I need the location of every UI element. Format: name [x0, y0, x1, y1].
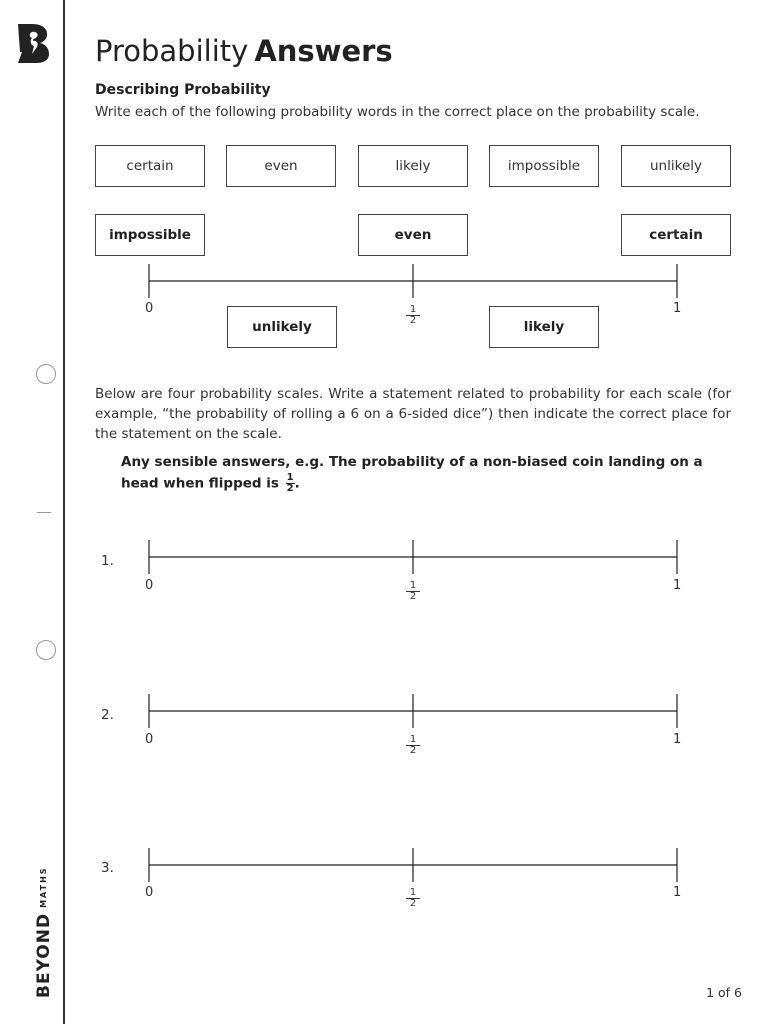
answer-box-certain: certain	[621, 214, 731, 256]
scale-main	[149, 264, 677, 298]
scale-number: 3.	[101, 860, 114, 876]
scale-label-half	[406, 305, 420, 326]
note-frac-num: 1	[286, 472, 294, 483]
word-box-even: even	[226, 145, 336, 187]
scale-label-zero: 0	[145, 301, 154, 316]
half-numerator: 1	[406, 581, 420, 592]
half-numerator: 1	[406, 735, 420, 746]
punch-hole-bottom	[36, 640, 56, 660]
answer-box-unlikely: unlikely	[227, 306, 337, 348]
scale-number: 2.	[101, 707, 114, 723]
scale-label-zero: 0	[145, 578, 154, 593]
punch-hole-top	[36, 364, 56, 384]
answer-box-likely: likely	[489, 306, 599, 348]
scale-label-half	[406, 735, 420, 756]
title-bold: Answers	[254, 34, 393, 68]
scale-label-one: 1	[673, 885, 682, 900]
brand-wordmark	[34, 866, 54, 998]
scale-3	[149, 848, 677, 882]
page-number: 1 of 6	[706, 985, 742, 1000]
scale-label-one: 1	[673, 732, 682, 747]
answer-box-even: even	[358, 214, 468, 256]
scale-label-zero: 0	[145, 732, 154, 747]
half-denominator: 2	[409, 898, 417, 909]
page-title	[95, 34, 393, 68]
answer-note-text: Any sensible answers, e.g. The probability of a non-biased coin landing on a head when flipped is	[121, 454, 703, 492]
answer-box-impossible: impossible	[95, 214, 205, 256]
word-box-likely: likely	[358, 145, 468, 187]
section2-instruction: Below are four probability scales. Write a statement related to probability for each scale (for example, “the probability of rolling a 6 on a 6-sided dice”) then indicate the correct place for the statement on the scale.	[95, 386, 731, 442]
scale-2	[149, 694, 677, 728]
half-numerator: 1	[406, 888, 420, 899]
scale-number: 1.	[101, 553, 114, 569]
brand-sub: MATHS	[39, 866, 48, 908]
scale-label-zero: 0	[145, 885, 154, 900]
answer-note	[121, 452, 732, 495]
word-box-unlikely: unlikely	[621, 145, 731, 187]
title-light: Probability	[95, 34, 249, 68]
brand-name: BEYOND	[34, 912, 54, 998]
scale-label-half	[406, 888, 420, 909]
answer-note-fraction	[286, 473, 295, 494]
scale-1	[149, 540, 677, 574]
section-instruction: Write each of the following probability words in the correct place on the probability scale.	[95, 104, 700, 120]
margin-line	[63, 0, 65, 1024]
section-heading: Describing Probability	[95, 82, 271, 98]
word-box-certain: certain	[95, 145, 205, 187]
fold-mark	[37, 512, 51, 513]
scale-label-half	[406, 581, 420, 602]
half-numerator: 1	[406, 305, 420, 316]
answer-note-end: .	[294, 475, 300, 492]
half-denominator: 2	[409, 591, 417, 602]
word-box-impossible: impossible	[489, 145, 599, 187]
scale-label-one: 1	[673, 301, 682, 316]
note-frac-den: 2	[286, 483, 294, 494]
scale-label-one: 1	[673, 578, 682, 593]
half-denominator: 2	[409, 745, 417, 756]
half-denominator: 2	[409, 315, 417, 326]
beyond-logo-icon	[14, 22, 52, 64]
